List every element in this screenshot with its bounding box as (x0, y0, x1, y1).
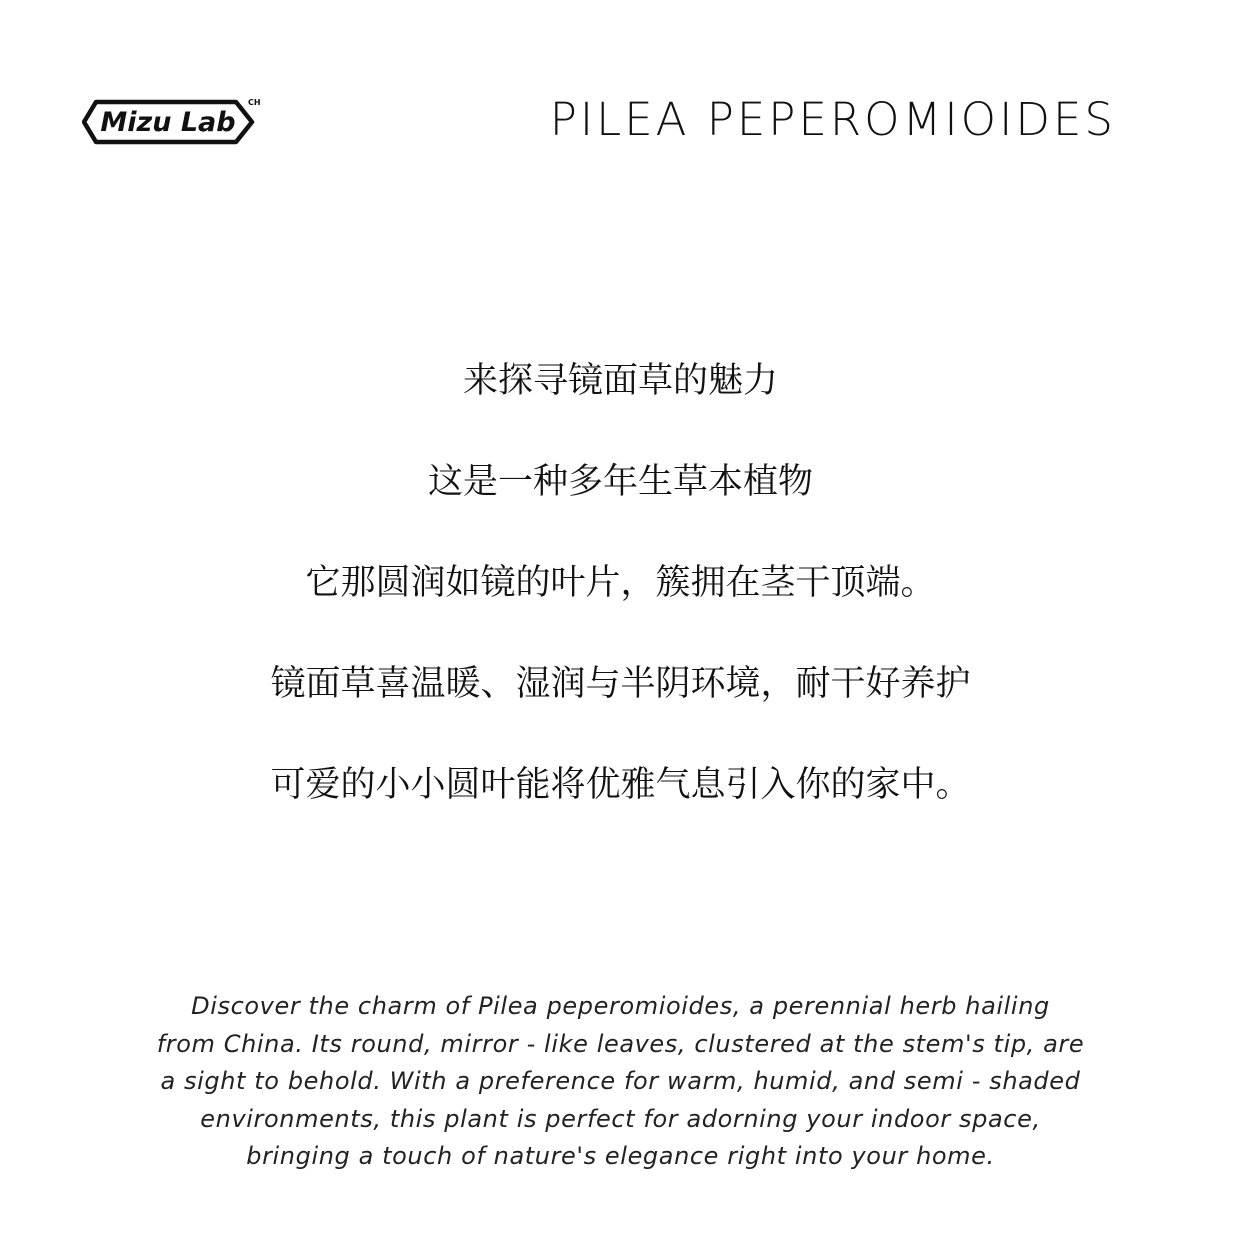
english-line: bringing a touch of nature's elegance right into your home. (246, 1142, 995, 1170)
english-line: environments, this plant is perfect for adorning your indoor space, (200, 1104, 1041, 1133)
logo-text: Mizu Lab (100, 107, 236, 138)
english-line: from China. Its round, mirror - like leaves, clustered at the stem's tip, are (156, 1029, 1085, 1058)
chinese-line: 这是一种多年生草本植物 (427, 462, 813, 502)
brand-logo (82, 96, 264, 148)
chinese-line: 可爱的小小圆叶能将优雅气息引入你的家中。 (270, 765, 971, 805)
chinese-line: 来探寻镜面草的魅力 (462, 361, 778, 401)
english-line: a sight to behold. With a preference for warm, humid, and semi - shaded (160, 1067, 1081, 1095)
english-description (110, 988, 1131, 1176)
logo-badge-icon (82, 96, 264, 148)
chinese-line: 镜面草喜温暖、湿润与半阴环境，耐干好养护 (270, 664, 971, 704)
chinese-description (0, 356, 1241, 861)
english-line: Discover the charm of Pilea peperomioides, a perennial herb hailing (191, 992, 1050, 1020)
page-title: PILEA PEPEROMIOIDES (549, 93, 1116, 146)
chinese-line: 它那圆润如镜的叶片，簇拥在茎干顶端。 (305, 563, 936, 603)
logo-superscript: CH (248, 98, 261, 107)
